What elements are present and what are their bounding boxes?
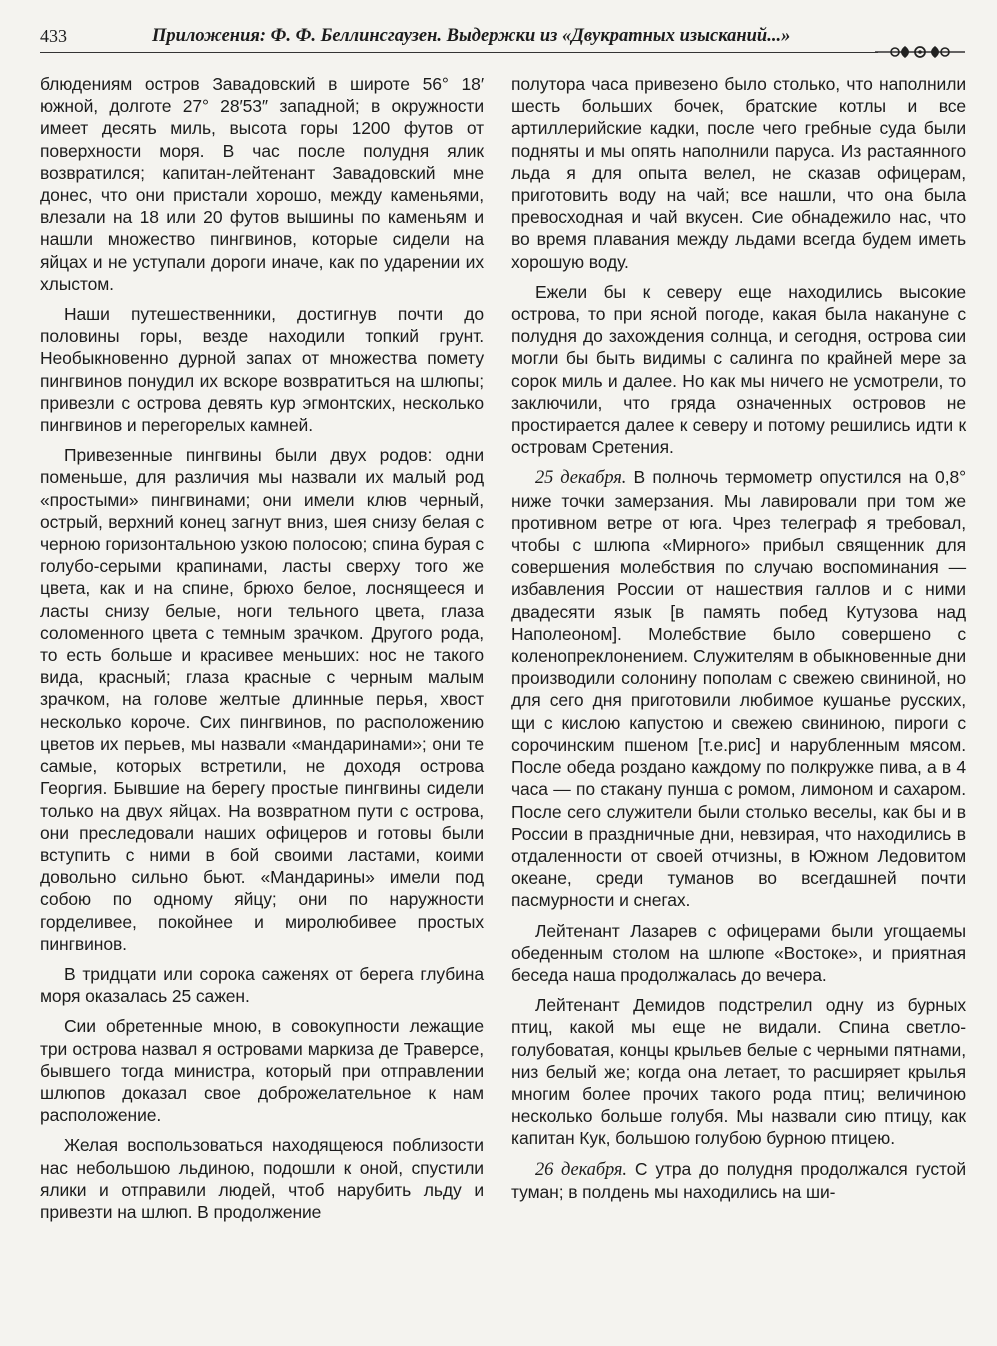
- paragraph: Привезенные пингвины были двух родов: одни поменьше, для различия мы назвали их малый род «простыми» пингвинами; они имели клюв черный, острый, верхний конец загнут вниз, шея снизу белая с черною горизонтальною узкою полосою; спина бурая с голубо-серыми крапинами, ласты сверху того же цвета, как и на спине, брюхо белое, лоснящееся и ласты снизу белые, ноги тельного цвета, глаза соломенного цвета с темным зрачком. Другого рода, то есть больше и красивее меньших: нос не такого вида, красный; глаза красные с черным малым зрачком, на голове желтые длинные перья, хвост несколько короче. Сих пингвинов, по расположению цветов их перьев, мы назвали «мандаринами»; они те самые, которых встретили, не доходя острова Георгия. Бывшие на берегу простые пингвины сидели только на двух яйцах. На возвратном пути с острова, они преследовали наших офицеров и готовы были вступить с ними в бой своими ластами, коими довольно сильно бьют. «Мандарины» имели под собою по одному яйцу; они по наружности горделивее, покойнее и миролюбивее простых пингвинов.: [40, 445, 484, 954]
- header-rule: [40, 52, 878, 53]
- paragraph-text: С утра до полудня продолжался густой туман; в полдень мы находились на ши-: [511, 1158, 966, 1202]
- right-column: [511, 73, 966, 1211]
- page-header: [40, 22, 965, 52]
- paragraph: блюдениям остров Завадовский в широте 56° 18′ южной, долготе 27° 28′53″ западной; в окружности имеет десять миль, высота горы 1200 футов от поверхности моря. В час после полудня ялик возвратился; капитан-лейтенант Завадовский мне донес, что они пристали хорошо, между каменьями, влезали на 18 или 20 футов вышины по каменьям и нашли множество пингвинов, которые сидели на яйцах и не уступали дороги иначе, как по ударении их хлыстом.: [40, 74, 484, 294]
- paragraph: Лейтенант Лазарев с офицерами были угощаемы обеденным столом на шлюпе «Востоке», и приятная беседа наша продолжалась до вечера.: [511, 920, 966, 985]
- paragraph: Наши путешественники, достигнув почти до половины горы, везде находили топкий грунт. Необыкновенно дурной запах от множества помету пингвинов понудил их вскоре возвратиться на шлюпы; привезли с острова девять кур эгмонтских, несколько пингвинов и перегорелых камней.: [40, 304, 484, 436]
- paragraph-text: В полночь термометр опустился на 0,8° ниже точки замерзания. Мы лавировали при том же противном ветре от юга. Чрез телеграф я требовал, чтобы с шлюпа «Мирного» прибыл священник для совершения молебствия по случаю воспоминания — избавления России от нашествия галлов и с ними двадесяти язык [в память побед Кутузова над Наполеоном]. Молебствие было совершено с коленопреклонением. Служителям в обыкновенные дни производили солонину пополам с свежею свининой, но для сего дня приготовили любимое кушанье русских, щи с кислою капустою и свежею свининою, пироги с сорочинским пшеном [т.е.рис] и нарубленным мясом. После обеда роздано каждому по полкружке пива, а в 4 часа — по стакану пунша с ромом, лимоном и сахаром. После сего служители были столько веселы, как бы и в России в праздничные дни, невзирая, что находились в отдаленности от своей отчизны, в Южном Ледовитом океане, среди туманов во всегдашней почти пасмурности и снегах.: [511, 467, 966, 911]
- paragraph: Сии обретенные мною, в совокупности лежащие три острова назвал я островами маркиза де Траверсе, бывшего тогда министра, который при отправлении шлюпов доказал свое доброжелательное к нам расположение.: [40, 1016, 484, 1126]
- date-label: 26 декабря.: [535, 1159, 627, 1180]
- paragraph: Желая воспользоваться находящеюся поблизости нас небольшою льдиною, подошли к оной, спустили ялики и отправили людей, чтоб нарубить льду и привезти на шлюп. В продолжение: [40, 1135, 484, 1222]
- ornament-icon: [875, 42, 965, 62]
- paragraph: Лейтенант Демидов подстрелил одну из бурных птиц, какой мы еще не видали. Спина светло-голубоватая, концы крыльев белые с черными пятнами, низ белый же; когда она летает, то расширяет крылья многим более прочих такого рода птиц; величиною несколько больше голубя. Мы назвали сию птицу, как капитан Кук, большою голубою бурною птицею.: [511, 995, 966, 1149]
- dated-paragraph: [511, 466, 966, 911]
- page-number: 433: [40, 26, 67, 46]
- dated-paragraph: [511, 1158, 966, 1203]
- left-column: [40, 73, 484, 1231]
- paragraph: полутора часа привезено было столько, что наполнили шесть больших бочек, братские котлы и все артиллерийские кадки, после чего гребные суда были подняты и мы опять наполнили паруса. Из растаянного льда я для опыта велел, не сказав офицерам, приготовить воду на чай; все нашли, что она была превосходная и чай вкусен. Сие обнадежило нас, что во время плавания между льдами всегда будем иметь хорошую воду.: [511, 74, 966, 272]
- date-label: 25 декабря.: [535, 468, 627, 489]
- paragraph: Ежели бы к северу еще находились высокие острова, то при ясной погоде, какая была накануне с полудня до захождения солнца, и сегодня, острова сии могли бы быть видимы с салинга по крайней мере за сорок миль и далее. Но как мы ничего не усмотрели, то заключили, что гряда означенных островов не простирается далее к северу и потому решились идти к островам Сретения.: [511, 281, 966, 458]
- paragraph: В тридцати или сорока саженях от берега глубина моря оказалась 25 сажен.: [40, 963, 484, 1007]
- running-title: Приложения: Ф. Ф. Беллинсгаузен. Выдержки из «Двукратных изысканий...»: [152, 26, 791, 46]
